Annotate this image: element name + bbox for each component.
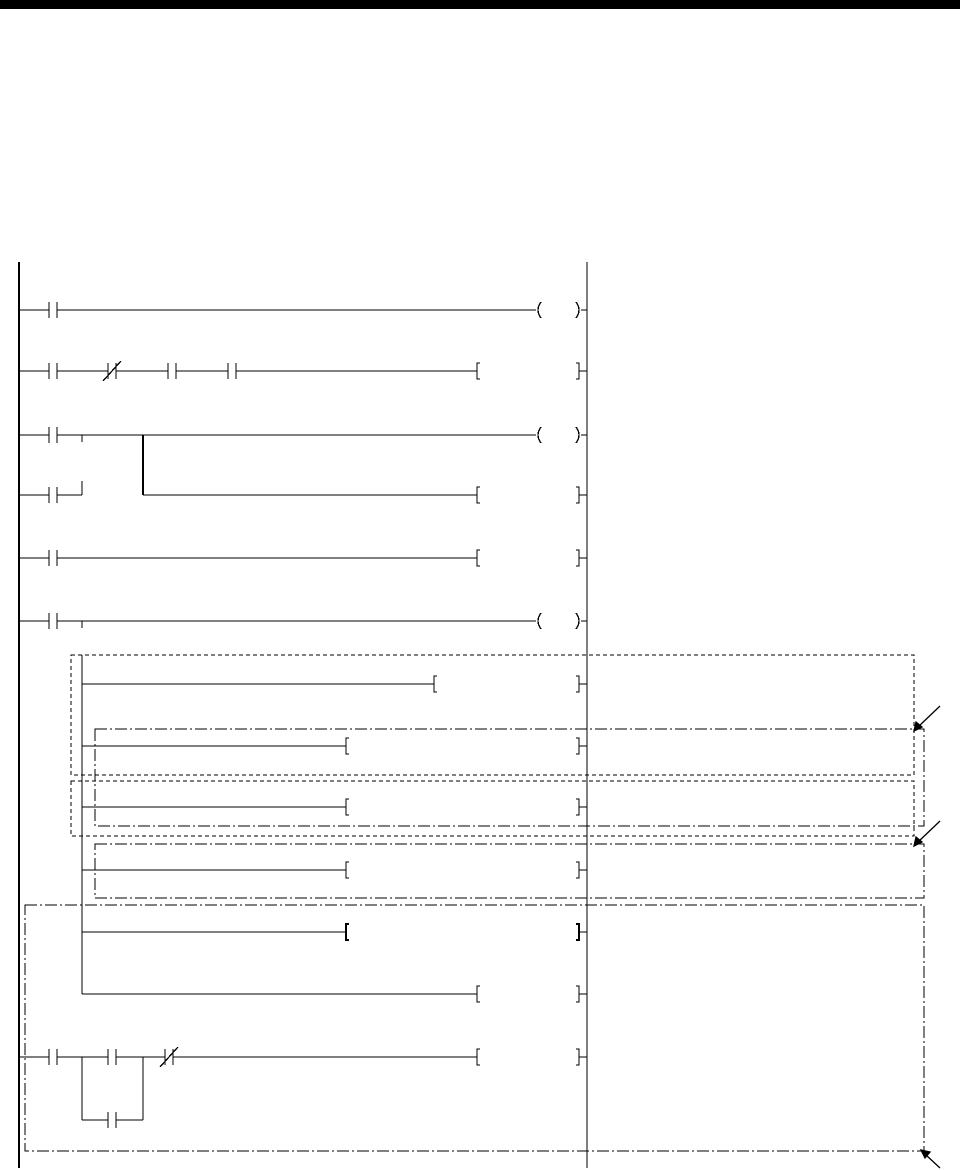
output-coil [538,427,579,443]
rung-1 [19,302,587,318]
callout-arrow-3 [921,1150,940,1168]
no-contact [49,1049,57,1065]
no-contact [49,613,57,629]
rung-6 [19,1047,587,1128]
no-contact [168,363,176,379]
rung-2 [19,361,587,381]
no-contact [108,1049,116,1065]
no-contact [49,550,57,566]
no-contact-parallel [49,487,57,503]
no-contact [228,363,236,379]
no-contact-parallel [108,1112,116,1128]
output-coil [538,302,579,318]
instruction-block [477,363,579,379]
callout-arrow-2 [914,821,940,846]
no-contact [49,427,57,443]
region-dashdot-3 [25,905,924,1151]
region-dashdot-2 [95,844,924,898]
instruction-block [477,1049,579,1065]
instruction-block [346,862,579,878]
instruction-block [346,738,579,754]
instruction-block [477,986,579,1002]
instruction-block [477,487,579,503]
region-dashed-upper [71,655,914,775]
region-dashdot-1 [95,729,924,826]
region-dashed-lower [71,781,914,836]
no-contact [49,302,57,318]
callout-arrow-1 [914,706,940,731]
rung-3 [19,427,587,503]
rung-5 [19,613,587,1002]
instruction-block [477,550,579,566]
output-coil [538,613,579,629]
no-contact [49,363,57,379]
instruction-block [434,676,579,692]
instruction-block [346,924,579,940]
instruction-block [346,799,579,815]
rung-4 [19,550,587,566]
